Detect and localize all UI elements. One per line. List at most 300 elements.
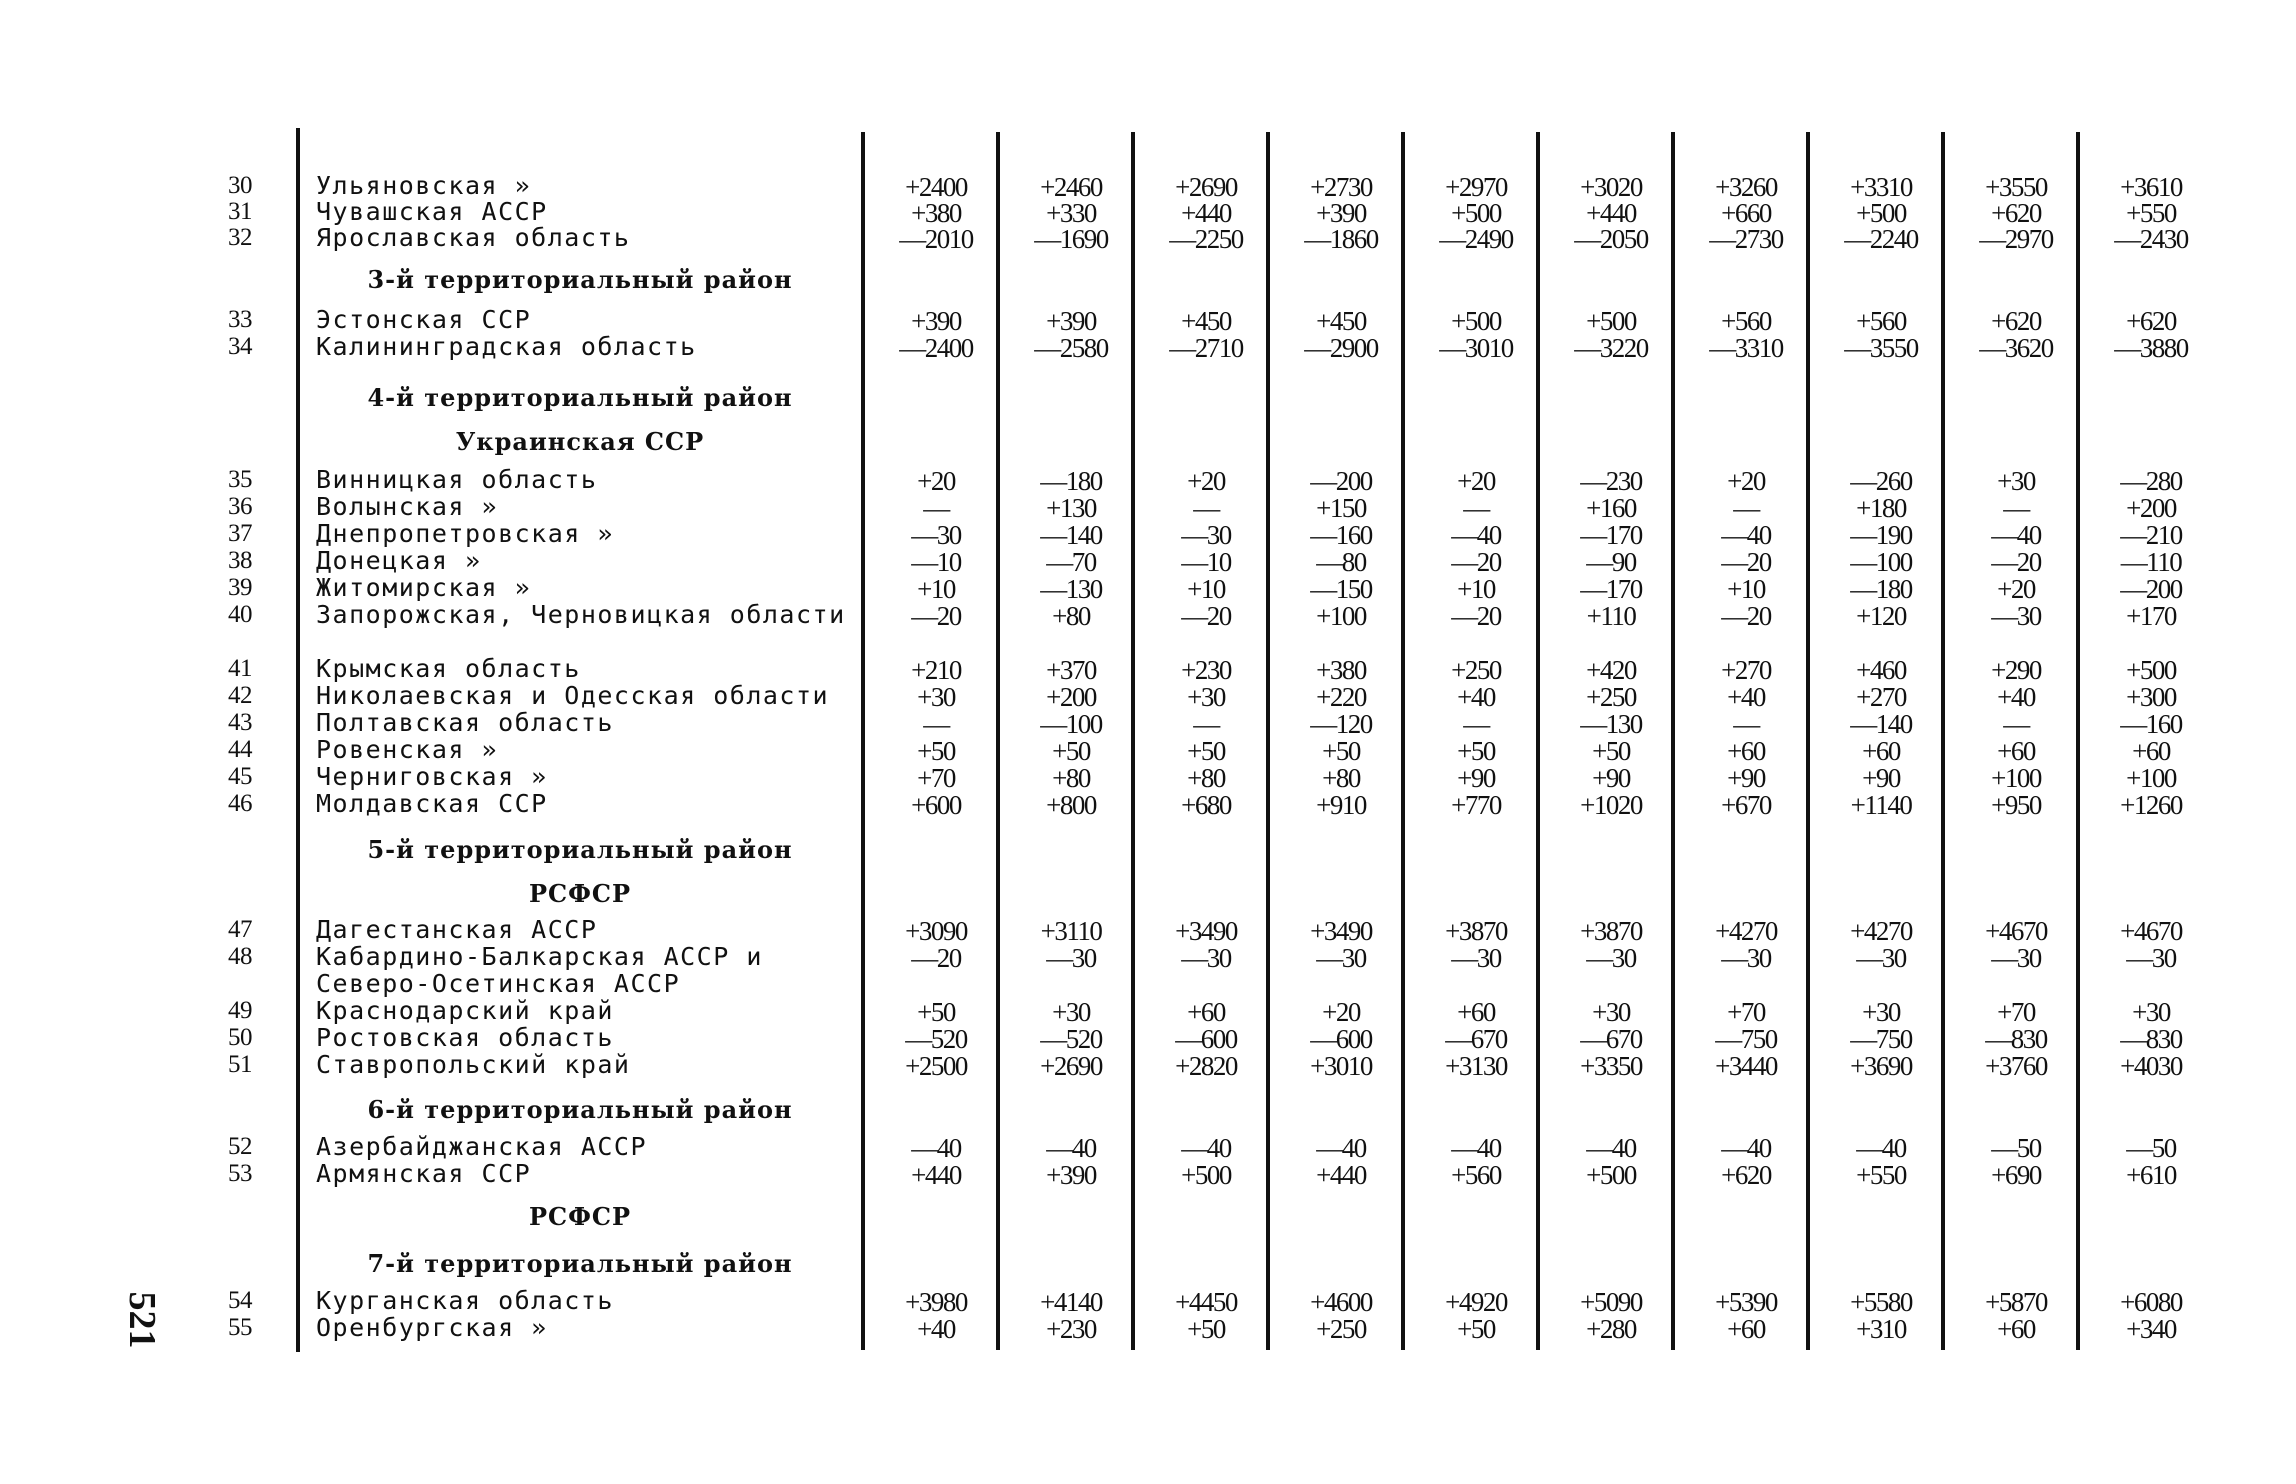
value-cell: +600 (911, 790, 961, 820)
section-heading: 5-й территориальный район (367, 835, 793, 864)
value-cell: +620 (1991, 198, 2041, 228)
column-rule (1266, 132, 1270, 1350)
value-cell: —190 (1850, 520, 1912, 550)
value-cell: +70 (1727, 997, 1765, 1027)
value-cell: +5090 (1580, 1287, 1642, 1317)
value-cell: +560 (1721, 306, 1771, 336)
value-cell: +4670 (2120, 916, 2182, 946)
value-cell: +3870 (1445, 916, 1507, 946)
region-name: Ярославская область (316, 223, 631, 252)
value-cell: +60 (1187, 997, 1225, 1027)
value-cell: —40 (1856, 1133, 1906, 1163)
value-cell: +4670 (1985, 916, 2047, 946)
value-cell: +40 (917, 1314, 955, 1344)
value-cell: +2500 (905, 1051, 967, 1081)
value-cell: +3260 (1715, 172, 1777, 202)
value-cell: —2240 (1844, 224, 1918, 254)
value-cell: —110 (2120, 547, 2182, 577)
value-cell: —3550 (1844, 333, 1918, 363)
row-number: 44 (228, 736, 252, 763)
column-rule (1401, 132, 1405, 1350)
value-cell: +3610 (2120, 172, 2182, 202)
value-cell: +50 (1592, 736, 1630, 766)
region-name: Кабардино-Балкарская АССР и Северо-Осетинская АССР (316, 942, 763, 998)
value-cell: +130 (1046, 493, 1096, 523)
row-number: 31 (228, 198, 252, 225)
region-name: Николаевская и Одесская области (316, 681, 830, 710)
value-cell: +20 (1187, 466, 1225, 496)
value-cell: +3870 (1580, 916, 1642, 946)
value-cell: +50 (1322, 736, 1360, 766)
value-cell: —20 (1451, 547, 1501, 577)
value-cell: +40 (1727, 682, 1765, 712)
region-name: Крымская область (316, 654, 581, 683)
value-cell: +560 (1856, 306, 1906, 336)
region-name: Ростовская область (316, 1023, 614, 1052)
section-heading: 3-й территориальный район (367, 265, 793, 294)
value-cell: +60 (1727, 736, 1765, 766)
value-cell: —50 (1991, 1133, 2041, 1163)
value-cell: +80 (1052, 601, 1090, 631)
value-cell: —30 (1181, 943, 1231, 973)
value-cell: +4140 (1040, 1287, 1102, 1317)
row-number: 40 (228, 601, 252, 628)
value-cell: —30 (1991, 601, 2041, 631)
section-heading: 6-й территориальный район (367, 1095, 793, 1124)
value-cell: +230 (1181, 655, 1231, 685)
value-cell: +2820 (1175, 1051, 1237, 1081)
value-cell: +670 (1721, 790, 1771, 820)
column-rule (996, 132, 1000, 1350)
value-cell: +770 (1451, 790, 1501, 820)
value-cell: +4270 (1850, 916, 1912, 946)
value-cell: +3760 (1985, 1051, 2047, 1081)
value-cell: +20 (1322, 997, 1360, 1027)
region-name: Молдавская ССР (316, 789, 548, 818)
value-cell: —520 (905, 1024, 967, 1054)
value-cell: —40 (1991, 520, 2041, 550)
value-cell: +210 (911, 655, 961, 685)
value-cell: +3130 (1445, 1051, 1507, 1081)
value-cell: +390 (1046, 1160, 1096, 1190)
value-cell: —30 (2126, 943, 2176, 973)
value-cell: —230 (1580, 466, 1642, 496)
value-cell: +90 (1457, 763, 1495, 793)
value-cell: —2050 (1574, 224, 1648, 254)
value-cell: +300 (2126, 682, 2176, 712)
value-cell: +20 (1997, 574, 2035, 604)
value-cell: — (1733, 709, 1759, 739)
region-name: Ровенская » (316, 735, 499, 764)
value-cell: —3880 (2114, 333, 2188, 363)
value-cell: +1260 (2120, 790, 2182, 820)
value-cell: +100 (1991, 763, 2041, 793)
section-heading: 7-й территориальный район (367, 1249, 793, 1278)
value-cell: —600 (1310, 1024, 1372, 1054)
value-cell: +100 (1316, 601, 1366, 631)
value-cell: +2400 (905, 172, 967, 202)
value-cell: — (923, 709, 949, 739)
region-name: Азербайджанская АССР (316, 1132, 648, 1161)
value-cell: +80 (1052, 763, 1090, 793)
value-cell: +450 (1316, 306, 1366, 336)
value-cell: — (1463, 709, 1489, 739)
value-cell: — (1193, 709, 1219, 739)
value-cell: —140 (1040, 520, 1102, 550)
value-cell: — (1733, 493, 1759, 523)
row-number: 54 (228, 1287, 252, 1314)
value-cell: +160 (1586, 493, 1636, 523)
value-cell: +180 (1856, 493, 1906, 523)
value-cell: —40 (1721, 520, 1771, 550)
value-cell: —3620 (1979, 333, 2053, 363)
value-cell: +4920 (1445, 1287, 1507, 1317)
value-cell: +10 (917, 574, 955, 604)
value-cell: —3220 (1574, 333, 1648, 363)
value-cell: +200 (2126, 493, 2176, 523)
value-cell: +380 (1316, 655, 1366, 685)
value-cell: —670 (1445, 1024, 1507, 1054)
value-cell: +70 (1997, 997, 2035, 1027)
value-cell: —1860 (1304, 224, 1378, 254)
value-cell: —10 (1181, 547, 1231, 577)
region-name: Ульяновская » (316, 171, 532, 200)
value-cell: +330 (1046, 198, 1096, 228)
value-cell: +220 (1316, 682, 1366, 712)
value-cell: —140 (1850, 709, 1912, 739)
value-cell: +250 (1316, 1314, 1366, 1344)
value-cell: +3440 (1715, 1051, 1777, 1081)
row-number: 30 (228, 172, 252, 199)
value-cell: +550 (2126, 198, 2176, 228)
value-cell: +620 (1991, 306, 2041, 336)
value-cell: +10 (1187, 574, 1225, 604)
value-cell: +440 (1181, 198, 1231, 228)
value-cell: —30 (1181, 520, 1231, 550)
value-cell: +10 (1457, 574, 1495, 604)
value-cell: — (2003, 709, 2029, 739)
value-cell: —40 (911, 1133, 961, 1163)
value-cell: —20 (1721, 601, 1771, 631)
row-number: 42 (228, 682, 252, 709)
region-name: Житомирская » (316, 573, 532, 602)
value-cell: +90 (1592, 763, 1630, 793)
value-cell: — (1463, 493, 1489, 523)
value-cell: +910 (1316, 790, 1366, 820)
row-number: 41 (228, 655, 252, 682)
region-name: Винницкая область (316, 465, 598, 494)
row-number: 43 (228, 709, 252, 736)
value-cell: +440 (1316, 1160, 1366, 1190)
value-cell: +2730 (1310, 172, 1372, 202)
value-cell: +2970 (1445, 172, 1507, 202)
value-cell: +2460 (1040, 172, 1102, 202)
value-cell: —40 (1721, 1133, 1771, 1163)
value-cell: —100 (1040, 709, 1102, 739)
value-cell: —20 (1721, 547, 1771, 577)
value-cell: +950 (1991, 790, 2041, 820)
region-name: Дагестанская АССР (316, 915, 598, 944)
value-cell: +680 (1181, 790, 1231, 820)
value-cell: +170 (2126, 601, 2176, 631)
value-cell: +500 (1856, 198, 1906, 228)
value-cell: —30 (1721, 943, 1771, 973)
value-cell: —2400 (899, 333, 973, 363)
left-rule (296, 128, 300, 1352)
value-cell: +390 (1316, 198, 1366, 228)
value-cell: —120 (1310, 709, 1372, 739)
value-cell: +440 (1586, 198, 1636, 228)
value-cell: +5870 (1985, 1287, 2047, 1317)
value-cell: +1140 (1850, 790, 1912, 820)
value-cell: +310 (1856, 1314, 1906, 1344)
value-cell: +50 (917, 997, 955, 1027)
value-cell: +4600 (1310, 1287, 1372, 1317)
value-cell: —30 (1046, 943, 1096, 973)
region-name: Волынская » (316, 492, 499, 521)
value-cell: +380 (911, 198, 961, 228)
value-cell: +3550 (1985, 172, 2047, 202)
value-cell: —160 (2120, 709, 2182, 739)
value-cell: +3350 (1580, 1051, 1642, 1081)
value-cell: —20 (1991, 547, 2041, 577)
column-rule (2076, 132, 2080, 1350)
value-cell: +230 (1046, 1314, 1096, 1344)
value-cell: +3490 (1310, 916, 1372, 946)
value-cell: +280 (1586, 1314, 1636, 1344)
value-cell: +5580 (1850, 1287, 1912, 1317)
row-number: 39 (228, 574, 252, 601)
column-rule (1131, 132, 1135, 1350)
row-number: 48 (228, 943, 252, 970)
value-cell: —30 (1856, 943, 1906, 973)
row-number: 35 (228, 466, 252, 493)
value-cell: +80 (1322, 763, 1360, 793)
value-cell: —70 (1046, 547, 1096, 577)
value-cell: +50 (1052, 736, 1090, 766)
region-name: Калининградская область (316, 332, 697, 361)
value-cell: +560 (1451, 1160, 1501, 1190)
value-cell: +3010 (1310, 1051, 1372, 1081)
value-cell: +610 (2126, 1160, 2176, 1190)
value-cell: +50 (1457, 736, 1495, 766)
value-cell: +150 (1316, 493, 1366, 523)
value-cell: —170 (1580, 574, 1642, 604)
value-cell: +50 (1457, 1314, 1495, 1344)
value-cell: —2430 (2114, 224, 2188, 254)
row-number: 52 (228, 1133, 252, 1160)
value-cell: —10 (911, 547, 961, 577)
value-cell: —90 (1586, 547, 1636, 577)
section-subheading: РСФСР (528, 879, 632, 908)
value-cell: +30 (1592, 997, 1630, 1027)
value-cell: — (2003, 493, 2029, 523)
value-cell: — (923, 493, 949, 523)
value-cell: +20 (1457, 466, 1495, 496)
value-cell: +60 (1457, 997, 1495, 1027)
region-name: Днепропетровская » (316, 519, 614, 548)
region-name: Оренбургская » (316, 1313, 548, 1342)
value-cell: +270 (1721, 655, 1771, 685)
value-cell: —180 (1040, 466, 1102, 496)
value-cell: —20 (1181, 601, 1231, 631)
row-number: 46 (228, 790, 252, 817)
value-cell: —830 (2120, 1024, 2182, 1054)
value-cell: +30 (1997, 466, 2035, 496)
value-cell: +550 (1856, 1160, 1906, 1190)
value-cell: — (1193, 493, 1219, 523)
value-cell: +30 (1052, 997, 1090, 1027)
value-cell: —750 (1715, 1024, 1777, 1054)
value-cell: —40 (1046, 1133, 1096, 1163)
value-cell: +450 (1181, 306, 1231, 336)
value-cell: +2690 (1175, 172, 1237, 202)
value-cell: +30 (917, 682, 955, 712)
value-cell: +30 (2132, 997, 2170, 1027)
value-cell: —2490 (1439, 224, 1513, 254)
value-cell: +50 (1187, 1314, 1225, 1344)
value-cell: +420 (1586, 655, 1636, 685)
value-cell: —40 (1586, 1133, 1636, 1163)
value-cell: —160 (1310, 520, 1372, 550)
row-number: 49 (228, 997, 252, 1024)
value-cell: —670 (1580, 1024, 1642, 1054)
value-cell: +20 (1727, 466, 1765, 496)
value-cell: +4030 (2120, 1051, 2182, 1081)
region-name: Ставропольский край (316, 1050, 631, 1079)
value-cell: —2730 (1709, 224, 1783, 254)
value-cell: —150 (1310, 574, 1372, 604)
value-cell: +3490 (1175, 916, 1237, 946)
value-cell: +1020 (1580, 790, 1642, 820)
value-cell: +120 (1856, 601, 1906, 631)
value-cell: —2580 (1034, 333, 1108, 363)
value-cell: +290 (1991, 655, 2041, 685)
region-name: Черниговская » (316, 762, 548, 791)
value-cell: +2690 (1040, 1051, 1102, 1081)
value-cell: —80 (1316, 547, 1366, 577)
region-name: Чувашская АССР (316, 197, 548, 226)
row-number: 36 (228, 493, 252, 520)
value-cell: +270 (1856, 682, 1906, 712)
value-cell: +20 (917, 466, 955, 496)
value-cell: +250 (1451, 655, 1501, 685)
value-cell: +340 (2126, 1314, 2176, 1344)
value-cell: —830 (1985, 1024, 2047, 1054)
value-cell: —520 (1040, 1024, 1102, 1054)
value-cell: —280 (2120, 466, 2182, 496)
value-cell: +60 (2132, 736, 2170, 766)
value-cell: —750 (1850, 1024, 1912, 1054)
row-number: 34 (228, 333, 252, 360)
column-rule (1671, 132, 1675, 1350)
value-cell: +50 (1187, 736, 1225, 766)
row-number: 51 (228, 1051, 252, 1078)
value-cell: —2710 (1169, 333, 1243, 363)
value-cell: +30 (1862, 997, 1900, 1027)
row-number: 50 (228, 1024, 252, 1051)
section-heading: 4-й территориальный район (367, 383, 793, 412)
row-number: 37 (228, 520, 252, 547)
region-name: Полтавская область (316, 708, 614, 737)
value-cell: +500 (1181, 1160, 1231, 1190)
value-cell: —2900 (1304, 333, 1378, 363)
row-number: 33 (228, 306, 252, 333)
row-number: 53 (228, 1160, 252, 1187)
row-number: 45 (228, 763, 252, 790)
value-cell: +100 (2126, 763, 2176, 793)
value-cell: +500 (1451, 306, 1501, 336)
value-cell: +3020 (1580, 172, 1642, 202)
value-cell: —170 (1580, 520, 1642, 550)
value-cell: +440 (911, 1160, 961, 1190)
value-cell: —260 (1850, 466, 1912, 496)
value-cell: —180 (1850, 574, 1912, 604)
value-cell: —2970 (1979, 224, 2053, 254)
value-cell: +620 (2126, 306, 2176, 336)
value-cell: +390 (911, 306, 961, 336)
value-cell: —20 (911, 943, 961, 973)
value-cell: —130 (1580, 709, 1642, 739)
value-cell: +660 (1721, 198, 1771, 228)
column-rule (861, 132, 865, 1350)
value-cell: +60 (1997, 1314, 2035, 1344)
column-rule (1806, 132, 1810, 1350)
value-cell: +3690 (1850, 1051, 1912, 1081)
value-cell: +250 (1586, 682, 1636, 712)
value-cell: +3980 (905, 1287, 967, 1317)
value-cell: +370 (1046, 655, 1096, 685)
column-rule (1536, 132, 1540, 1350)
region-name: Армянская ССР (316, 1159, 532, 1188)
value-cell: +500 (2126, 655, 2176, 685)
value-cell: +3110 (1040, 916, 1102, 946)
value-cell: —30 (1991, 943, 2041, 973)
value-cell: +4450 (1175, 1287, 1237, 1317)
row-number: 32 (228, 224, 252, 251)
value-cell: +60 (1727, 1314, 1765, 1344)
value-cell: +50 (917, 736, 955, 766)
value-cell: —50 (2126, 1133, 2176, 1163)
value-cell: +500 (1451, 198, 1501, 228)
value-cell: —600 (1175, 1024, 1237, 1054)
value-cell: +80 (1187, 763, 1225, 793)
value-cell: —200 (1310, 466, 1372, 496)
value-cell: +90 (1727, 763, 1765, 793)
value-cell: +60 (1862, 736, 1900, 766)
region-name: Запорожская, Черновицкая области (316, 600, 846, 629)
value-cell: +5390 (1715, 1287, 1777, 1317)
column-rule (1941, 132, 1945, 1350)
value-cell: +500 (1586, 1160, 1636, 1190)
value-cell: —3310 (1709, 333, 1783, 363)
value-cell: —210 (2120, 520, 2182, 550)
page-number: 521 (121, 1291, 163, 1349)
row-number: 55 (228, 1314, 252, 1341)
region-name: Краснодарский край (316, 996, 614, 1025)
section-subheading: РСФСР (528, 1202, 632, 1231)
value-cell: +500 (1586, 306, 1636, 336)
value-cell: +110 (1586, 601, 1636, 631)
value-cell: +390 (1046, 306, 1096, 336)
value-cell: +4270 (1715, 916, 1777, 946)
value-cell: —30 (1586, 943, 1636, 973)
value-cell: —40 (1316, 1133, 1366, 1163)
value-cell: +6080 (2120, 1287, 2182, 1317)
value-cell: +620 (1721, 1160, 1771, 1190)
value-cell: —200 (2120, 574, 2182, 604)
value-cell: +200 (1046, 682, 1096, 712)
